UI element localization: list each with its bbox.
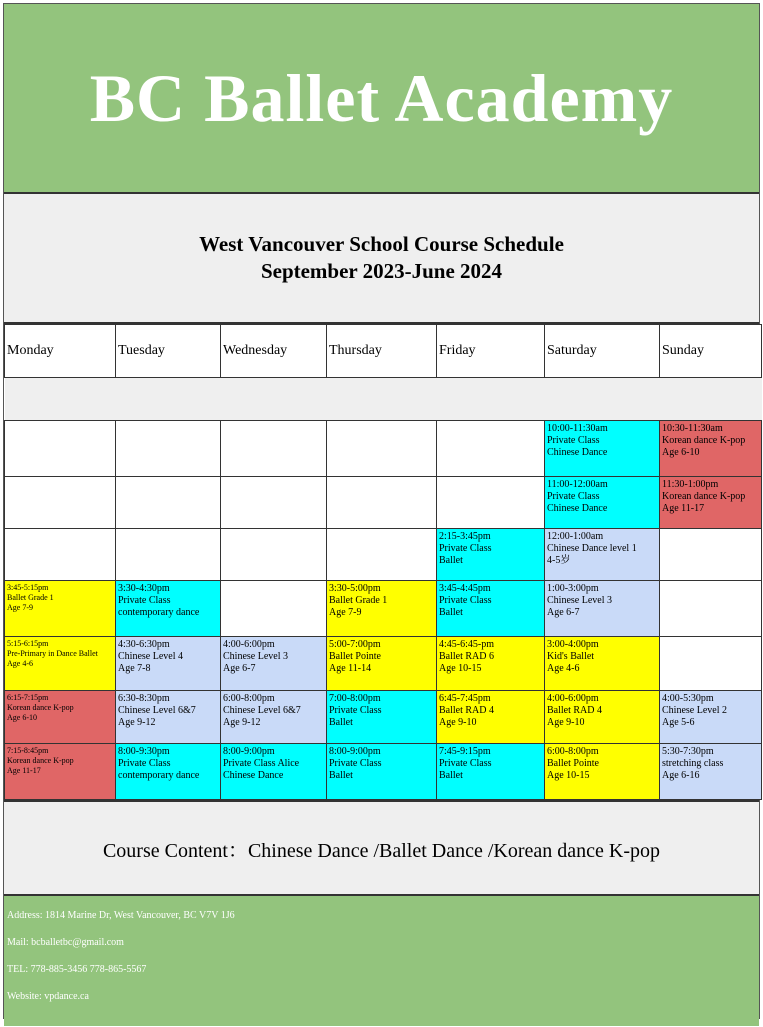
footer-mail: Mail: bcballetbc@gmail.com xyxy=(7,937,124,948)
schedule-table xyxy=(4,324,762,800)
class-cell xyxy=(660,529,762,581)
day-header-saturday: Saturday xyxy=(545,325,660,378)
class-cell-line: 10:30-11:30am xyxy=(662,423,723,434)
class-cell-line: 5:15-6:15pm xyxy=(7,639,49,648)
class-cell-line: 6:45-7:45pm xyxy=(439,693,491,704)
class-cell-line: Chinese Level 4 xyxy=(118,651,183,662)
class-cell-line: 5:00-7:00pm xyxy=(329,639,381,650)
class-cell-line: Ballet Pointe xyxy=(329,651,381,662)
class-cell-line: Age 5-6 xyxy=(662,717,695,728)
class-cell xyxy=(437,529,545,581)
class-cell xyxy=(545,691,660,744)
class-cell-line: Ballet Pointe xyxy=(547,758,599,769)
class-cell xyxy=(545,529,660,581)
contact-footer xyxy=(4,896,759,1026)
class-cell-line: Ballet xyxy=(439,555,463,566)
class-cell-line: Chinese Dance xyxy=(223,770,284,781)
class-cell-line: Private Class xyxy=(118,758,171,769)
class-cell-line: Pre-Primary in Dance Ballet xyxy=(7,649,98,658)
spacer-cell xyxy=(5,378,762,421)
class-cell-line: Kid's Ballet xyxy=(547,651,595,662)
class-cell-line: 12:00-1:00am xyxy=(547,531,604,542)
class-cell-line: Chinese Level 6&7 xyxy=(223,705,301,716)
class-cell-line: 3:30-5:00pm xyxy=(329,583,381,594)
class-cell-line: 11:00-12:00am xyxy=(547,479,608,490)
class-cell xyxy=(437,691,545,744)
table-row xyxy=(5,477,762,529)
day-header-sunday: Sunday xyxy=(660,325,762,378)
class-cell xyxy=(545,421,660,477)
class-cell xyxy=(221,529,327,581)
class-cell-line: Private Class xyxy=(547,491,600,502)
class-cell-line: Korean dance K-pop xyxy=(7,756,74,765)
class-cell-line: Age 9-12 xyxy=(223,717,261,728)
class-cell-line: 7:00-8:00pm xyxy=(329,693,381,704)
class-cell-line: Age 11-14 xyxy=(329,663,372,674)
class-cell-line: Ballet RAD 4 xyxy=(547,705,602,716)
class-cell-line: Age 6-10 xyxy=(662,447,700,458)
class-cell-line: Chinese Level 6&7 xyxy=(118,705,196,716)
course-content-text: Course Content：Chinese Dance /Ballet Dance /Korean dance K-pop xyxy=(102,839,661,862)
class-cell-line: 10:00-11:30am xyxy=(547,423,608,434)
class-cell-line: 11:30-1:00pm xyxy=(662,479,719,490)
class-cell xyxy=(5,529,116,581)
class-cell-line: Private Class xyxy=(329,705,382,716)
footer-address: Address: 1814 Marine Dr, West Vancouver, BC V7V 1J6 xyxy=(7,910,235,921)
class-cell xyxy=(5,477,116,529)
class-cell-line: Age 6-7 xyxy=(547,607,580,618)
class-cell xyxy=(437,421,545,477)
class-cell-line: 4:30-6:30pm xyxy=(118,639,170,650)
class-cell-line: 3:45-5:15pm xyxy=(7,583,49,592)
class-cell-line: Ballet RAD 6 xyxy=(439,651,494,662)
class-cell-line: 3:45-4:45pm xyxy=(439,583,491,594)
class-cell xyxy=(221,421,327,477)
class-cell-line: 8:00-9:00pm xyxy=(329,746,381,757)
class-cell-line: stretching class xyxy=(662,758,724,769)
class-cell xyxy=(5,637,116,691)
class-cell xyxy=(660,744,762,800)
subtitle-line-1: West Vancouver School Course Schedule xyxy=(199,232,564,256)
class-cell-line: Chinese Dance xyxy=(547,503,608,514)
table-row xyxy=(5,421,762,477)
class-cell-line: Age 11-17 xyxy=(662,503,705,514)
class-cell-line: 4:00-6:00pm xyxy=(223,639,275,650)
class-cell xyxy=(437,477,545,529)
footer-tel: TEL: 778-885-3456 778-865-5567 xyxy=(7,964,147,975)
class-cell-line: 8:00-9:00pm xyxy=(223,746,275,757)
class-cell-line: Age 9-12 xyxy=(118,717,156,728)
class-cell-line: 2:15-3:45pm xyxy=(439,531,491,542)
class-cell-line: Korean dance K-pop xyxy=(662,491,746,502)
class-cell xyxy=(116,421,221,477)
class-cell xyxy=(660,477,762,529)
class-cell-line: 7:45-9:15pm xyxy=(439,746,491,757)
class-cell-line: Ballet Grade 1 xyxy=(329,595,388,606)
course-content-box xyxy=(4,800,759,896)
class-cell xyxy=(545,744,660,800)
class-cell-line: Age 10-15 xyxy=(547,770,590,781)
class-cell-line: 3:00-4:00pm xyxy=(547,639,599,650)
class-cell-line: 8:00-9:30pm xyxy=(118,746,170,757)
class-cell-line: 7:15-8:45pm xyxy=(7,746,49,755)
class-cell-line: 4:00-6:00pm xyxy=(547,693,599,704)
class-cell xyxy=(660,691,762,744)
header-banner xyxy=(4,4,759,194)
class-cell-line: Chinese Dance level 1 xyxy=(547,543,637,554)
class-cell xyxy=(660,637,762,691)
class-cell-line: Age 4-6 xyxy=(547,663,580,674)
class-cell xyxy=(221,581,327,637)
table-row xyxy=(5,691,762,744)
class-cell xyxy=(437,744,545,800)
day-header-tuesday: Tuesday xyxy=(116,325,221,378)
table-row xyxy=(5,581,762,637)
class-cell-line: Chinese Level 3 xyxy=(223,651,288,662)
class-cell-line: 1:00-3:00pm xyxy=(547,583,599,594)
class-cell xyxy=(545,581,660,637)
day-header-wednesday: Wednesday xyxy=(221,325,327,378)
class-cell-line: 6:00-8:00pm xyxy=(547,746,599,757)
class-cell-line: 6:15-7:15pm xyxy=(7,693,49,702)
class-cell-line: 4:00-5:30pm xyxy=(662,693,714,704)
day-header-monday: Monday xyxy=(5,325,116,378)
class-cell-line: contemporary dance xyxy=(118,770,200,781)
class-cell xyxy=(221,691,327,744)
class-cell-line: Age 9-10 xyxy=(439,717,477,728)
class-cell-line: Private Class xyxy=(118,595,171,606)
table-row xyxy=(5,529,762,581)
class-cell xyxy=(116,477,221,529)
class-cell-line: 5:30-7:30pm xyxy=(662,746,714,757)
class-cell xyxy=(116,637,221,691)
day-header-thursday: Thursday xyxy=(327,325,437,378)
academy-title: BC Ballet Academy xyxy=(89,59,674,136)
footer-website: Website: vpdance.ca xyxy=(7,991,89,1002)
class-cell-line: Age 6-7 xyxy=(223,663,256,674)
class-cell xyxy=(327,691,437,744)
class-cell xyxy=(116,581,221,637)
class-cell xyxy=(116,691,221,744)
class-cell-line: Ballet xyxy=(329,770,353,781)
class-cell-line: Age 9-10 xyxy=(547,717,585,728)
class-cell-line: Age 6-16 xyxy=(662,770,700,781)
class-cell-line: 4-5岁 xyxy=(547,555,571,566)
class-cell xyxy=(116,529,221,581)
class-cell xyxy=(327,744,437,800)
class-cell-line: 6:30-8:30pm xyxy=(118,693,170,704)
class-cell-line: Age 4-6 xyxy=(7,659,33,668)
class-cell xyxy=(116,744,221,800)
class-cell-line: Age 7-9 xyxy=(7,603,33,612)
class-cell xyxy=(327,421,437,477)
class-cell-line: Ballet RAD 4 xyxy=(439,705,494,716)
class-cell xyxy=(545,637,660,691)
days-header-row xyxy=(5,325,762,378)
class-cell xyxy=(327,637,437,691)
class-cell-line: Private Class xyxy=(439,595,492,606)
class-cell xyxy=(327,581,437,637)
class-cell-line: Private Class Alice xyxy=(223,758,300,769)
class-cell-line: Korean dance K-pop xyxy=(662,435,746,446)
subtitle-line-2: September 2023-June 2024 xyxy=(260,259,503,283)
class-cell-line: 4:45-6:45-pm xyxy=(439,639,494,650)
class-cell-line: Age 6-10 xyxy=(7,713,37,722)
class-cell-line: 3:30-4:30pm xyxy=(118,583,170,594)
class-cell xyxy=(437,637,545,691)
class-cell-line: Age 10-15 xyxy=(439,663,482,674)
class-cell xyxy=(5,581,116,637)
schedule-body xyxy=(5,421,762,800)
day-header-friday: Friday xyxy=(437,325,545,378)
class-cell-line: Age 7-8 xyxy=(118,663,151,674)
class-cell xyxy=(660,581,762,637)
schedule-poster xyxy=(3,3,760,1019)
table-row xyxy=(5,744,762,800)
class-cell xyxy=(221,637,327,691)
class-cell xyxy=(545,477,660,529)
class-cell xyxy=(660,421,762,477)
class-cell xyxy=(437,581,545,637)
class-cell xyxy=(327,529,437,581)
class-cell-line: Age 11-17 xyxy=(7,766,41,775)
class-cell-line: Chinese Dance xyxy=(547,447,608,458)
class-cell xyxy=(327,477,437,529)
spacer-row xyxy=(5,378,762,421)
class-cell-line: Ballet Grade 1 xyxy=(7,593,54,602)
class-cell-line: Private Class xyxy=(439,758,492,769)
class-cell-line: Ballet xyxy=(439,607,463,618)
class-cell xyxy=(221,744,327,800)
class-cell-line: Age 7-9 xyxy=(329,607,362,618)
class-cell-line: Korean dance K-pop xyxy=(7,703,74,712)
schedule-subtitle xyxy=(4,194,759,324)
table-row xyxy=(5,637,762,691)
class-cell xyxy=(5,421,116,477)
class-cell-line: Ballet xyxy=(329,717,353,728)
class-cell-line: Private Class xyxy=(547,435,600,446)
class-cell-line: 6:00-8:00pm xyxy=(223,693,275,704)
class-cell-line: Chinese Level 2 xyxy=(662,705,727,716)
class-cell-line: contemporary dance xyxy=(118,607,200,618)
class-cell xyxy=(5,691,116,744)
class-cell xyxy=(5,744,116,800)
class-cell-line: Chinese Level 3 xyxy=(547,595,612,606)
class-cell xyxy=(221,477,327,529)
class-cell-line: Private Class xyxy=(329,758,382,769)
class-cell-line: Ballet xyxy=(439,770,463,781)
class-cell-line: Private Class xyxy=(439,543,492,554)
